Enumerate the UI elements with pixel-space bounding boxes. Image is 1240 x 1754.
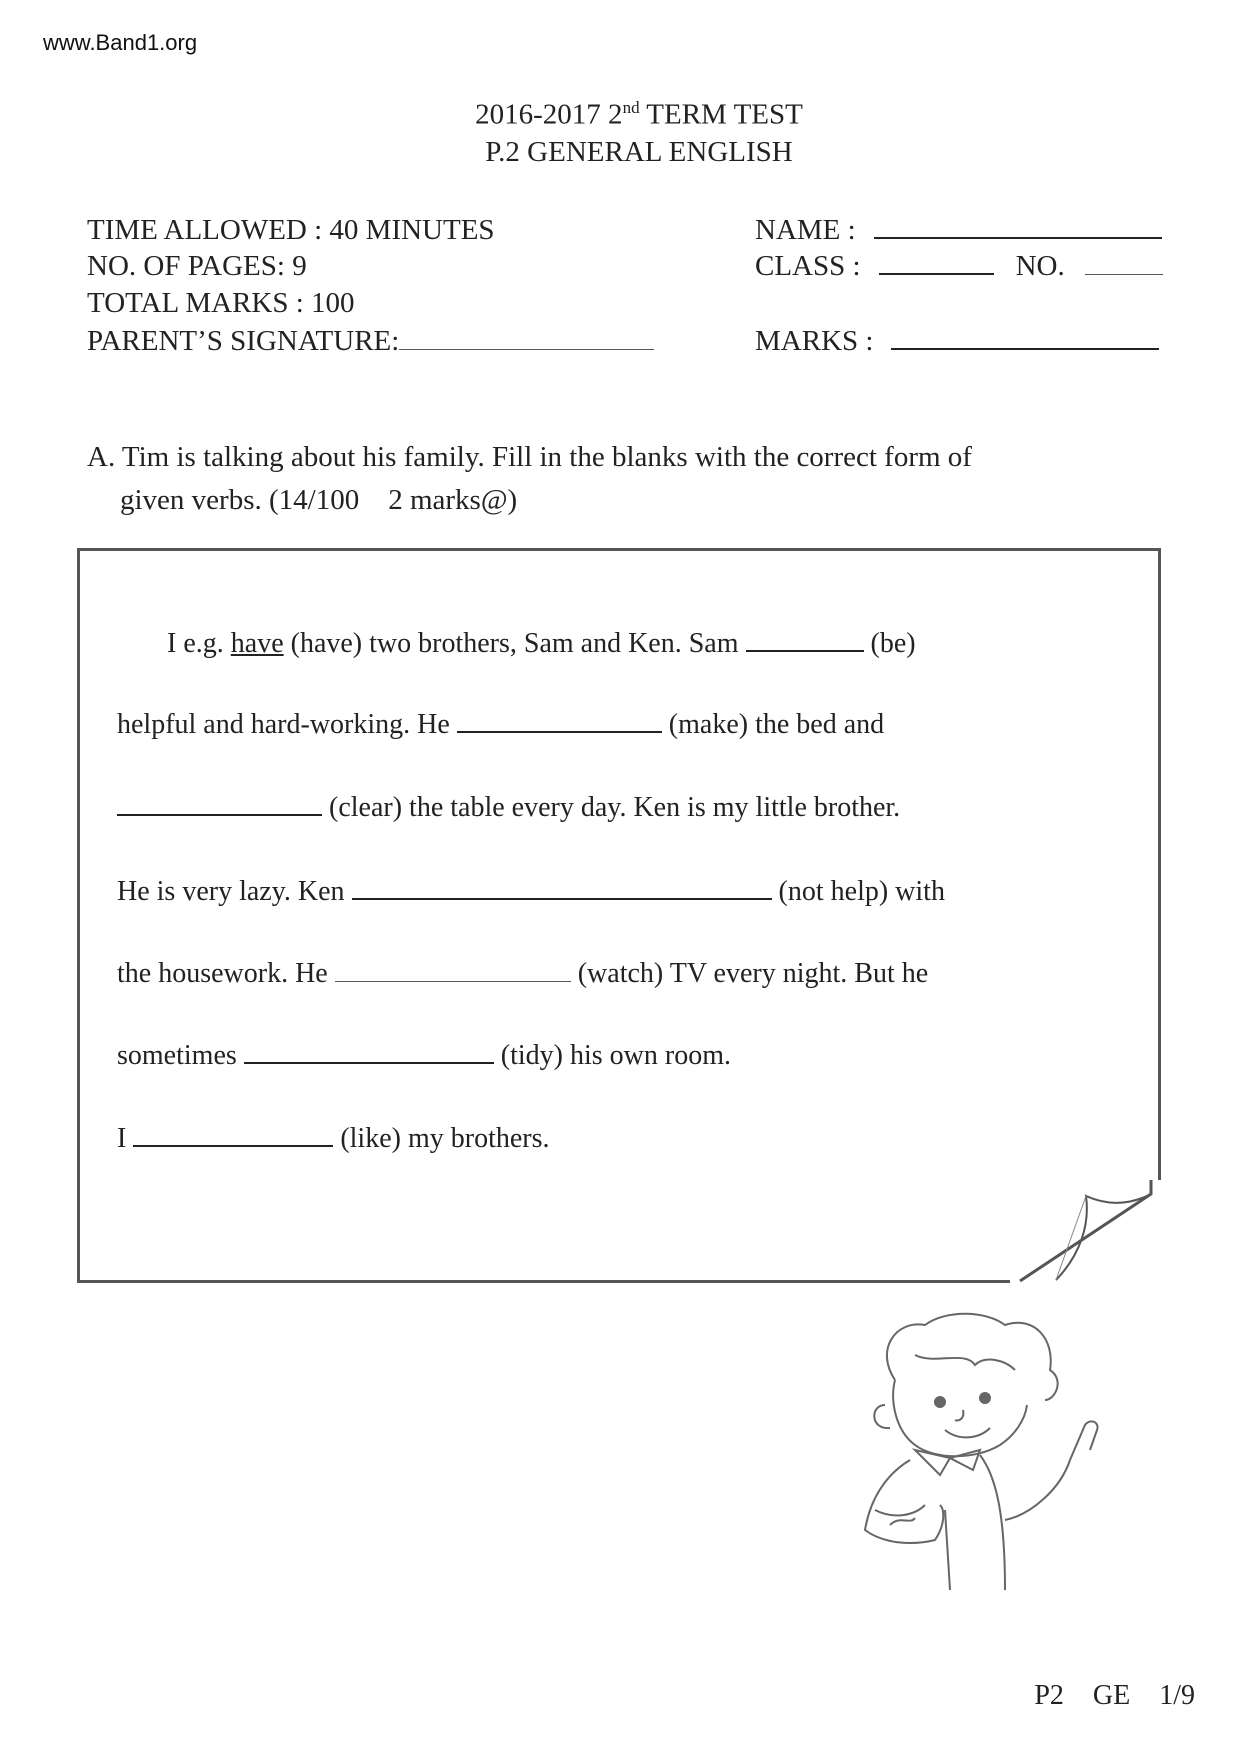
text: (make) the bed and xyxy=(661,709,885,740)
text: (watch) TV every night. But he xyxy=(570,958,929,989)
passage-line-7 xyxy=(117,1123,550,1155)
time-allowed: TIME ALLOWED : 40 MINUTES xyxy=(87,214,495,246)
class-label: CLASS : xyxy=(755,250,861,282)
name-field xyxy=(755,214,1162,247)
text: (be) xyxy=(863,628,916,659)
passage-line-1 xyxy=(167,628,916,660)
text: helpful and hard-working. He xyxy=(117,709,457,740)
text: (like) my brothers. xyxy=(333,1123,550,1154)
no-blank[interactable] xyxy=(1085,273,1163,275)
total-marks: TOTAL MARKS : 100 xyxy=(87,287,355,319)
page-curl-icon xyxy=(1010,1180,1170,1290)
passage-line-3 xyxy=(117,792,900,824)
marks-field xyxy=(755,325,1159,358)
page-footer: P2 GE 1/9 xyxy=(1034,1680,1195,1711)
answer-blank-5[interactable] xyxy=(335,980,571,982)
example-answer: have xyxy=(230,628,284,659)
answer-blank-3[interactable] xyxy=(117,813,322,816)
title-sup: nd xyxy=(622,98,640,117)
signature-label: PARENT’S SIGNATURE: xyxy=(87,325,400,357)
passage-line-6 xyxy=(117,1040,731,1072)
passage-line-4 xyxy=(117,876,945,908)
subject-title: P.2 GENERAL ENGLISH xyxy=(485,136,793,168)
title-text-suffix: TERM TEST xyxy=(639,98,803,131)
text: I e.g. xyxy=(167,628,231,659)
parent-signature xyxy=(87,325,654,358)
instruction-line: given verbs. (14/100 2 marks@) xyxy=(120,484,518,516)
answer-blank-4[interactable] xyxy=(352,897,772,900)
answer-blank-6[interactable] xyxy=(244,1061,494,1064)
test-title xyxy=(0,98,1240,132)
text: (tidy) his own room. xyxy=(493,1040,731,1071)
no-label: NO. xyxy=(1015,250,1065,282)
marks-blank[interactable] xyxy=(891,347,1159,350)
text: (clear) the table every day. Ken is my little brother. xyxy=(322,792,901,823)
text: the housework. He xyxy=(117,958,335,989)
text: He is very lazy. Ken xyxy=(117,876,352,907)
class-blank[interactable] xyxy=(879,272,994,275)
text: (have) two brothers, Sam and Ken. Sam xyxy=(283,628,746,659)
answer-blank-7[interactable] xyxy=(133,1144,333,1147)
class-field xyxy=(755,250,1163,283)
text: sometimes xyxy=(117,1040,244,1071)
text: I xyxy=(117,1123,134,1154)
passage-line-2 xyxy=(117,709,884,741)
watermark: www.Band1.org xyxy=(43,30,198,55)
marks-label: MARKS : xyxy=(755,325,874,357)
instruction-line: A. Tim is talking about his family. Fill in the blanks with the correct form of xyxy=(87,441,972,473)
passage-line-5 xyxy=(117,958,928,990)
no-of-pages: NO. OF PAGES: 9 xyxy=(87,250,307,282)
answer-blank-1[interactable] xyxy=(746,649,864,652)
title-text: 2016-2017 2 xyxy=(475,98,623,131)
section-a-instructions xyxy=(87,436,972,522)
name-label: NAME : xyxy=(755,214,856,246)
boy-cartoon-icon xyxy=(855,1310,1125,1590)
answer-blank-2[interactable] xyxy=(457,730,662,733)
name-blank[interactable] xyxy=(874,236,1162,239)
signature-blank[interactable] xyxy=(399,348,654,350)
text: (not help) with xyxy=(771,876,945,907)
